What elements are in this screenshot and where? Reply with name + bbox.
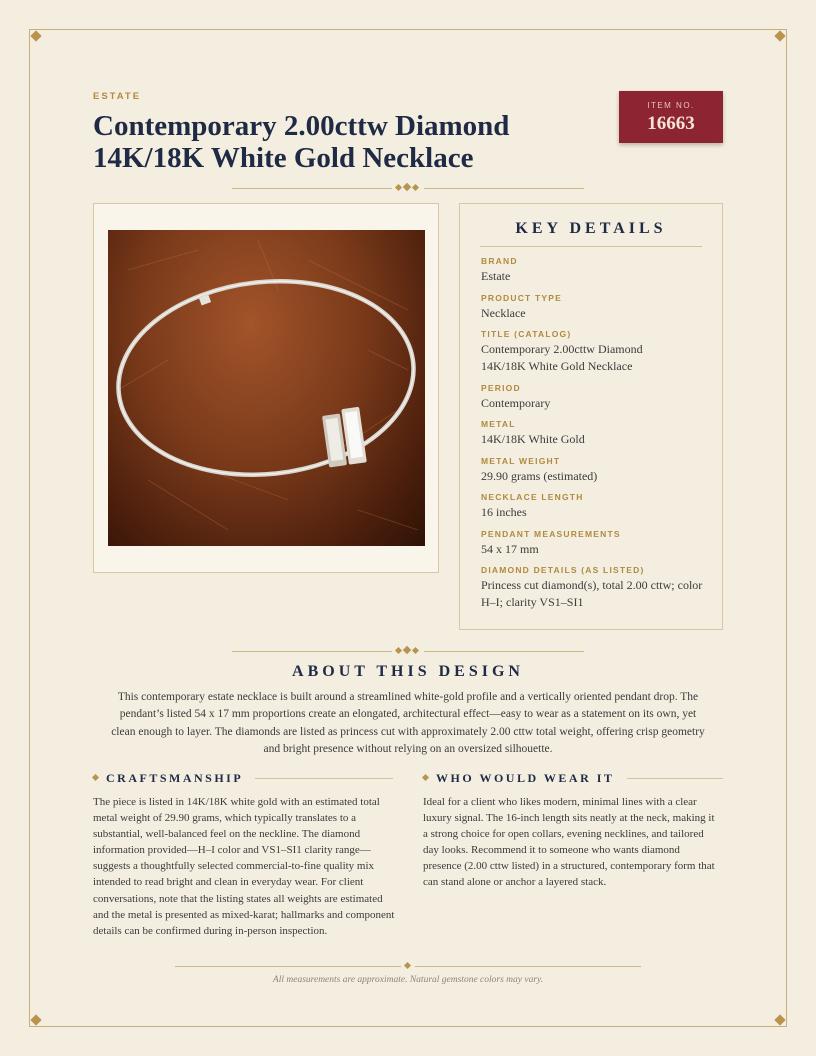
necklace-photo — [108, 230, 425, 546]
brand-eyebrow: ESTATE — [93, 91, 142, 102]
detail-value: 16 inches — [481, 505, 527, 519]
detail-label: METAL WEIGHT — [481, 456, 561, 466]
footer-note: All measurements are approximate. Natural gemstone colors may vary. — [272, 975, 544, 985]
detail-metal — [481, 419, 711, 448]
detail-brand — [481, 256, 711, 285]
diamond-bullet-icon — [422, 774, 429, 781]
about-heading: ABOUT THIS DESIGN — [292, 663, 524, 680]
photo-card — [93, 203, 439, 573]
item-number-label: ITEM NO. — [647, 101, 695, 110]
page-title: Contemporary 2.00cttw Diamond 14K/18K White Gold Necklace — [93, 110, 510, 174]
who-would-wear-body: Ideal for a client who likes modern, minimal lines with a clear luxury signal. The 16-inch length sits neatly at the neck, making it a strong choice for open collars, evening necklines, and tailored day looks. Recommend it to someone who wants diamond presence (2.00 cttw listed) in a structured, contemporary form that can stand alone or anchor a layered stack. — [423, 796, 715, 889]
about-divider — [232, 646, 584, 656]
detail-value: Princess cut diamond(s), total 2.00 cttw; color H–I; clarity VS1–SI1 — [481, 578, 703, 609]
about-body: This contemporary estate necklace is built around a streamlined white-gold profile and a vertically oriented pendant drop. The pendant’s listed 54 x 17 mm proportions create an elongated, architectural effect—easy to wear as a statement on its own, yet clean enough to layer. The diamonds are listed as princess cut with approximately 2.00 cttw total weight, offering crisp geometry and bright presence without relying on an oversized silhouette. — [111, 691, 705, 755]
item-number-badge — [619, 91, 723, 143]
key-details-card — [459, 203, 723, 630]
diamond-bullet-icon — [92, 774, 99, 781]
detail-label: TITLE (CATALOG) — [481, 329, 572, 339]
title-divider — [232, 183, 584, 193]
who-would-wear-heading-text: WHO WOULD WEAR IT — [436, 771, 615, 785]
detail-value: 29.90 grams (estimated) — [481, 469, 598, 483]
craftsmanship-body: The piece is listed in 14K/18K white gold with an estimated total metal weight of 29.90 grams, which typically translates to a substantial, well-balanced feel on the neckline. The diamond information provided—H–I color and VS1–SI1 clarity range—suggests a thoughtfully selected commercial-to-fine quality mix intended to read bright and clean in everyday wear. For client conversations, note that the listing states all weights are estimated and the metal is presented as mixed-karat; hallmarks and component details can be confirmed during in-person inspection. — [93, 796, 395, 937]
detail-value: Contemporary 2.00cttw Diamond 14K/18K White Gold Necklace — [481, 342, 643, 373]
detail-label: NECKLACE LENGTH — [481, 492, 584, 502]
detail-diamond-details — [481, 565, 706, 611]
craftsmanship-heading-text: CRAFTSMANSHIP — [106, 771, 244, 785]
detail-pendant-measurements — [481, 529, 711, 558]
detail-label: BRAND — [481, 256, 518, 266]
detail-necklace-length — [481, 492, 711, 521]
detail-value: Estate — [481, 269, 511, 283]
detail-value: Necklace — [481, 306, 526, 320]
detail-label: PERIOD — [481, 383, 521, 393]
detail-product-type — [481, 293, 711, 322]
item-number-value: 16663 — [647, 113, 695, 134]
key-details-rule — [480, 246, 702, 247]
detail-period — [481, 383, 711, 412]
detail-value: 14K/18K White Gold — [481, 432, 585, 446]
necklace-illustration — [108, 230, 425, 546]
detail-label: DIAMOND DETAILS (AS LISTED) — [481, 565, 645, 575]
detail-catalog-title — [481, 329, 681, 375]
detail-label: PENDANT MEASUREMENTS — [481, 529, 621, 539]
key-details-heading: KEY DETAILS — [515, 220, 667, 237]
detail-label: METAL — [481, 419, 516, 429]
detail-value: Contemporary — [481, 396, 551, 410]
detail-label: PRODUCT TYPE — [481, 293, 562, 303]
detail-value: 54 x 17 mm — [481, 542, 539, 556]
detail-metal-weight — [481, 456, 711, 485]
footer-divider — [175, 961, 641, 971]
craftsmanship-heading — [93, 771, 393, 787]
who-would-wear-heading — [423, 771, 723, 787]
